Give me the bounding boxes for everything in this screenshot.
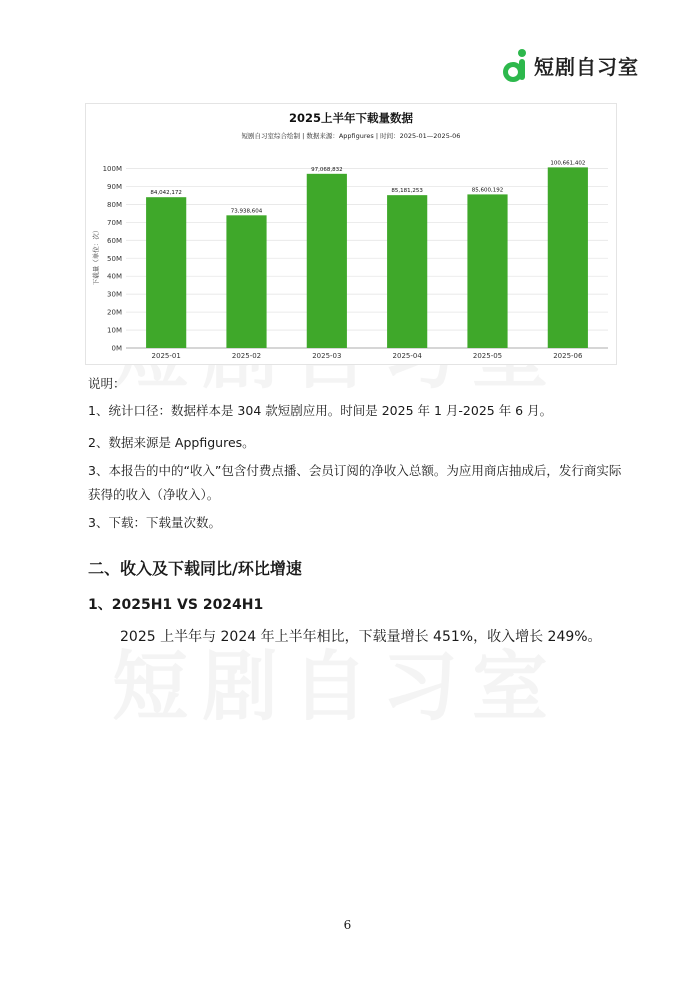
bar-value-label: 73,938,604 [230, 208, 263, 215]
x-tick-label: 2025-01 [151, 352, 181, 360]
y-tick-label: 100M [102, 165, 122, 174]
y-tick-label: 90M [107, 183, 122, 192]
y-tick-label: 30M [107, 290, 122, 299]
bar-value-label: 97,068,832 [311, 166, 343, 173]
bar [226, 215, 266, 348]
section-paragraph: 2025 上半年与 2024 年上半年相比，下载量增长 451%，收入增长 249%。 [120, 629, 602, 645]
download-bar-chart [85, 103, 617, 365]
y-tick-label: 0M [111, 344, 122, 353]
y-tick-label: 70M [107, 218, 122, 227]
bar [307, 174, 347, 348]
chart-subtitle: 短剧自习室综合绘制 | 数据来源：Appfigures | 时间：2025-01—2025-06 [241, 132, 461, 140]
bar-value-label: 84,042,172 [150, 190, 182, 197]
x-tick-label: 2025-05 [472, 352, 503, 360]
bar [467, 194, 507, 348]
bar-value-label: 85,181,253 [391, 188, 423, 195]
section-heading: 二、收入及下载同比/环比增速 [88, 559, 302, 578]
y-tick-label: 60M [107, 236, 122, 245]
note-item: 1、统计口径：数据样本是 304 款短剧应用。时间是 2025 年 1 月-2025 年 6 月。 [88, 403, 553, 418]
x-tick-label: 2025-02 [231, 352, 262, 360]
bar [548, 167, 588, 348]
note-item: 3、下载：下载量次数。 [88, 515, 221, 530]
page-number: 6 [343, 918, 352, 932]
y-axis-label: 下载量（单位：次） [92, 226, 100, 286]
y-tick-label: 40M [107, 272, 122, 281]
bar-value-label: 100,661,402 [550, 160, 586, 167]
brand-logo [503, 47, 639, 83]
y-tick-label: 80M [107, 200, 122, 209]
note-item: 2、数据来源是 Appfigures。 [88, 435, 255, 450]
y-tick-label: 50M [107, 254, 122, 263]
x-tick-label: 2025-06 [553, 352, 583, 360]
bar-value-label: 85,600,192 [471, 187, 504, 194]
section-subheading: 1、2025H1 VS 2024H1 [88, 597, 264, 613]
y-tick-label: 20M [107, 308, 122, 317]
chart-title: 2025上半年下载量数据 [288, 111, 414, 125]
y-tick-label: 10M [107, 326, 122, 335]
bar [146, 197, 186, 348]
x-tick-label: 2025-04 [392, 352, 422, 360]
notes-heading: 说明： [88, 376, 126, 391]
note-item: 3、本报告的中的“收入”包含付费点播、会员订阅的净收入总额。为应用商店抽成后，发行商实际获得的收入（净收入）。 [88, 463, 622, 502]
logo-mark-icon [503, 48, 529, 82]
chart-canvas [86, 104, 616, 364]
bar [387, 195, 427, 348]
x-tick-label: 2025-03 [312, 352, 342, 360]
logo-text: 短剧自习室 [534, 54, 639, 79]
